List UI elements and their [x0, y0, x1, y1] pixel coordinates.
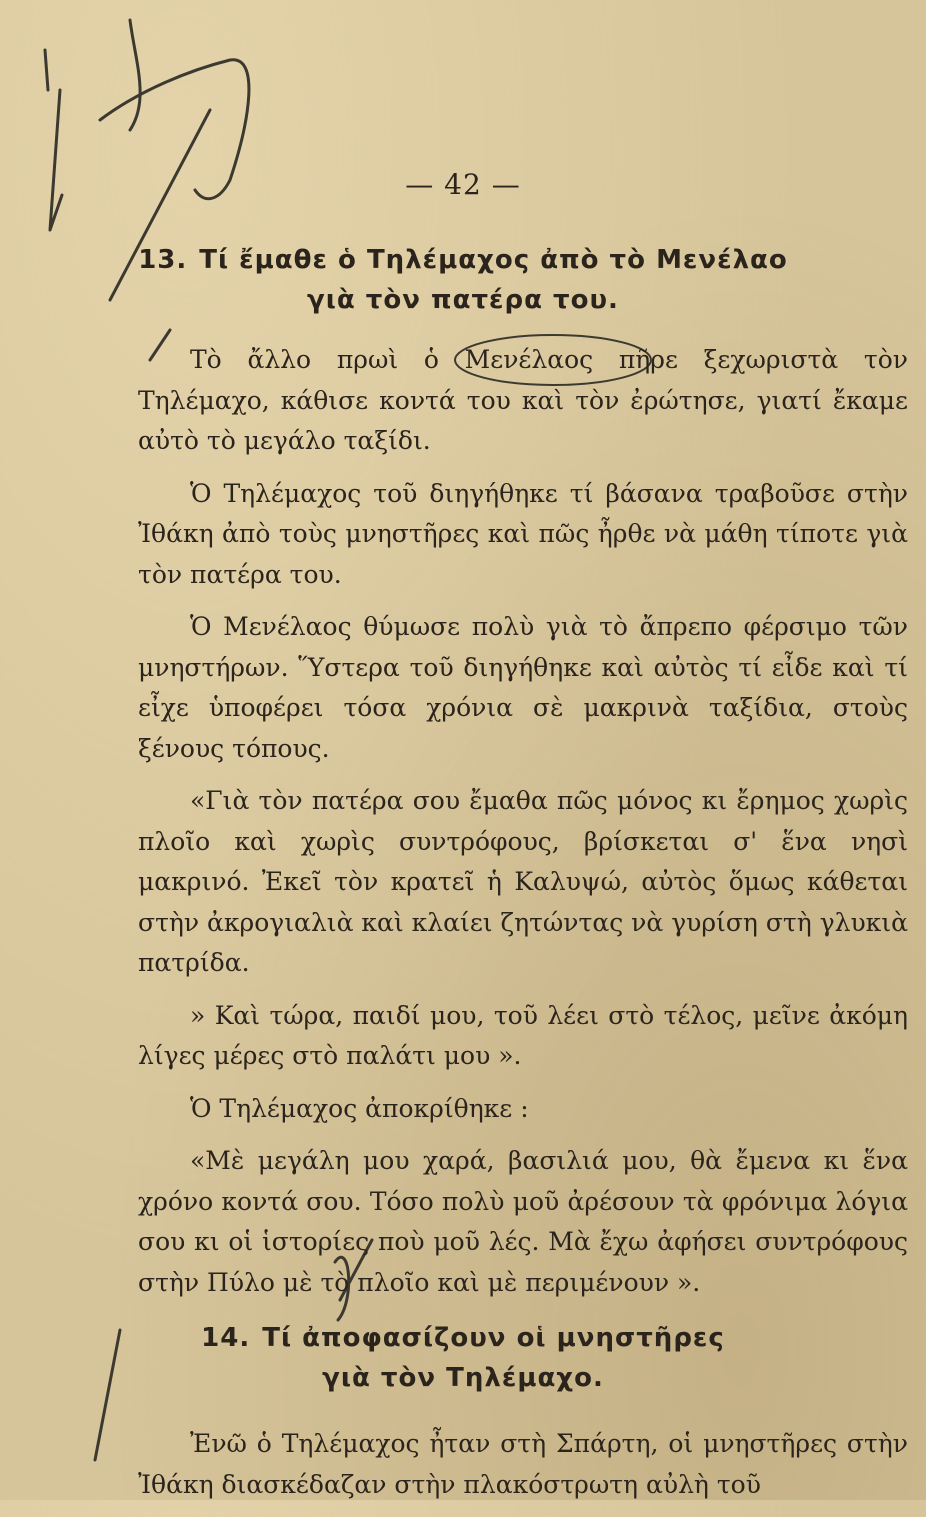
- paragraph: «Μὲ μεγάλη μου χαρά, βασιλιά μου, θὰ ἔμενα κι ἕνα χρόνο κοντά σου. Τόσο πολὺ μοῦ ἀρέσουν τὰ φρόνιμα λόγια σου κι οἱ ἱστορίες ποὺ μοῦ λές. Μὰ ἔχω ἀφήσει συντρόφους στὴν Πύλο μὲ τὸ πλοῖο καὶ μὲ περιμένουν ».: [138, 1146, 908, 1297]
- paragraph: Ὁ Τηλέμαχος τοῦ διηγήθηκε τί βάσανα τραβοῦσε στὴν Ἰθάκη ἀπὸ τοὺς μνηστῆρες καὶ πῶς ἦρθε νὰ μάθη τίποτε γιὰ τὸν πατέρα του.: [138, 478, 908, 589]
- section-13-title-line1: [0, 240, 926, 280]
- section-14-title-line2: γιὰ τὸν Τηλέμαχο.: [322, 1363, 604, 1393]
- page-number: — 42 —: [405, 168, 521, 201]
- section-14-title: Τί ἀποφασίζουν οἱ μνηστῆρες: [262, 1323, 725, 1353]
- section-13-title: Τί ἔμαθε ὁ Τηλέμαχος ἀπὸ τὸ Μενέλαο: [199, 245, 788, 275]
- paragraph: Ἐνῶ ὁ Τηλέμαχος ἦταν στὴ Σπάρτη, οἱ μνηστῆρες στὴν Ἰθάκη διασκέδαζαν στὴν πλακόστρωτη αὐλὴ τοῦ: [138, 1429, 908, 1499]
- pencil-mark-left: [45, 50, 62, 230]
- paragraph: Τὸ ἄλλο πρωὶ ὁ Μενέλαος πῆρε ξεχωριστὰ τὸν Τηλέμαχο, κάθισε κοντά του καὶ τὸν ἐρώτησε, γιατί ἔκαμε αὐτὸ τὸ μεγάλο ταξίδι.: [138, 345, 908, 455]
- section-13-body: [138, 340, 908, 1315]
- section-13-number: 13.: [138, 245, 188, 275]
- paragraph: «Γιὰ τὸν πατέρα σου ἔμαθα πῶς μόνος κι ἔρημος χωρὶς πλοῖο καὶ χωρὶς συντρόφους, βρίσκεται σ' ἕνα νησὶ μακρινό. Ἐκεῖ τὸν κρατεῖ ἡ Καλυψώ, αὐτὸς ὅμως κάθεται στὴν ἀκρογιαλιὰ καὶ κλαίει ζητώντας νὰ γυρίση στὴ γλυκιὰ πατρίδα.: [138, 786, 908, 977]
- section-13-title-line2: γιὰ τὸν πατέρα του.: [307, 285, 619, 315]
- paragraph: » Καὶ τώρα, παιδί μου, τοῦ λέει στὸ τέλος, μεῖνε ἀκόμη λίγες μέρες στὸ παλάτι μου ».: [138, 1000, 908, 1070]
- section-13-heading: [0, 240, 926, 320]
- section-14-body: [138, 1424, 908, 1517]
- paragraph: Ὁ Τηλέμαχος ἀποκρίθηκε :: [190, 1093, 529, 1123]
- section-14-number: 14.: [201, 1323, 251, 1353]
- paragraph: Ὁ Μενέλαος θύμωσε πολὺ γιὰ τὸ ἄπρεπο φέρσιμο τῶν μνηστήρων. Ὕστερα τοῦ διηγήθηκε καὶ αὐτὸς τί εἶδε καὶ τί εἶχε ὑποφέρει τόσα χρόνια σὲ μακρινὰ ταξίδια, στοὺς ξένους τόπους.: [138, 612, 908, 763]
- section-14-title-line1: [0, 1318, 926, 1358]
- section-14-heading: [0, 1318, 926, 1398]
